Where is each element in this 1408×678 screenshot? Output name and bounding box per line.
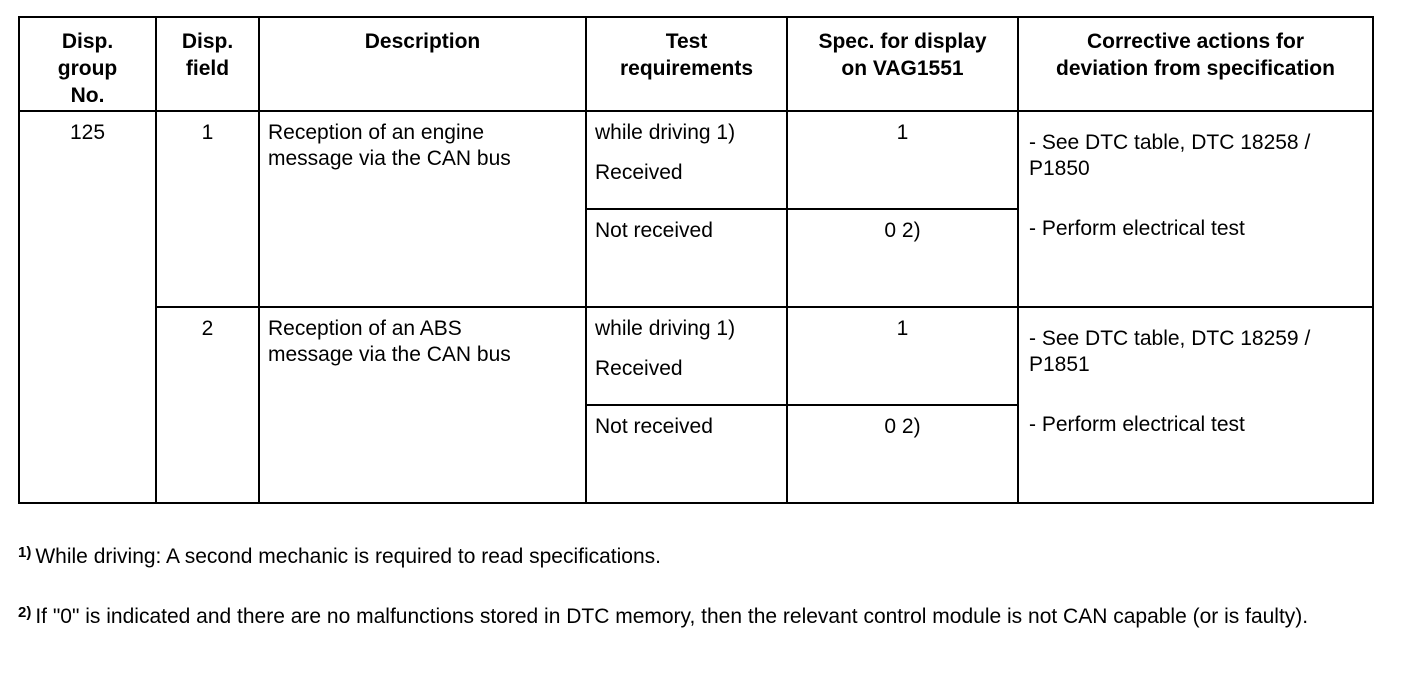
header-spec: Spec. for display on VAG1551 bbox=[787, 17, 1018, 111]
corrective-cell: - See DTC table, DTC 18258 / P1850 - Perform electrical test bbox=[1018, 111, 1373, 307]
header-corrective: Corrective actions for deviation from specification bbox=[1018, 17, 1373, 111]
test-cell: while driving 1) Received bbox=[586, 307, 787, 405]
table-row bbox=[19, 307, 1373, 405]
test-cell: Not received bbox=[586, 209, 787, 307]
spec-cell: 0 2) bbox=[787, 405, 1018, 503]
table-row bbox=[19, 111, 1373, 209]
description-cell: Reception of an engine message via the CAN bus bbox=[259, 111, 586, 307]
header-row bbox=[19, 17, 1373, 111]
corrective-cell: - See DTC table, DTC 18259 / P1851 - Perform electrical test bbox=[1018, 307, 1373, 503]
field-cell: 1 bbox=[156, 111, 259, 307]
footnote-mark: 1) bbox=[18, 544, 32, 561]
footnote-2 bbox=[18, 604, 1378, 630]
footnote-1 bbox=[18, 544, 1378, 570]
header-group: Disp. group No. bbox=[19, 17, 156, 111]
footnote-text: While driving: A second mechanic is required to read specifications. bbox=[35, 545, 661, 568]
test-cell: while driving 1) Received bbox=[586, 111, 787, 209]
spec-table bbox=[18, 16, 1374, 504]
spec-cell: 1 bbox=[787, 111, 1018, 209]
test-cell: Not received bbox=[586, 405, 787, 503]
group-number-cell: 125 bbox=[19, 111, 156, 503]
header-description: Description bbox=[259, 17, 586, 111]
footnote-mark: 2) bbox=[18, 604, 32, 621]
spec-cell: 1 bbox=[787, 307, 1018, 405]
description-cell: Reception of an ABS message via the CAN bus bbox=[259, 307, 586, 503]
footnote-text: If "0" is indicated and there are no malfunctions stored in DTC memory, then the relevant control module is not CAN capable (or is faulty). bbox=[35, 605, 1309, 628]
spec-cell: 0 2) bbox=[787, 209, 1018, 307]
header-test: Test requirements bbox=[586, 17, 787, 111]
field-cell: 2 bbox=[156, 307, 259, 503]
header-field: Disp. field bbox=[156, 17, 259, 111]
